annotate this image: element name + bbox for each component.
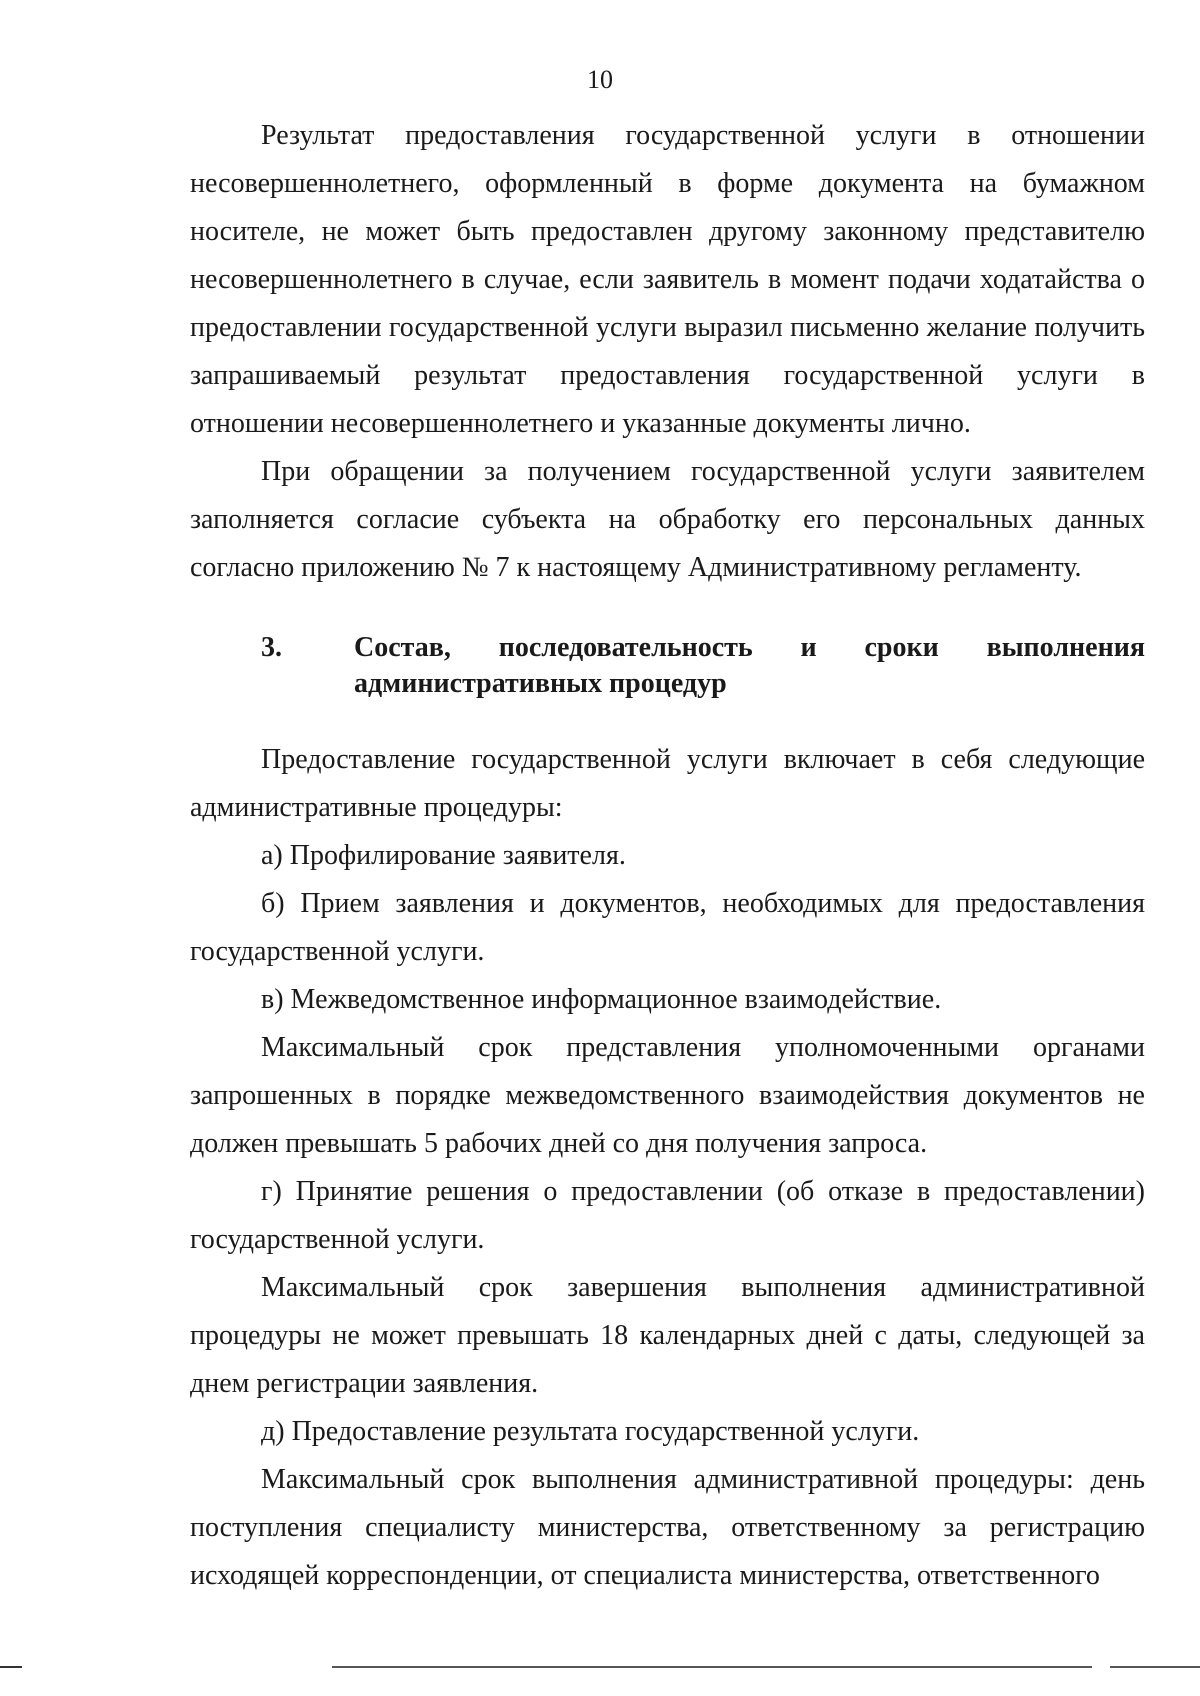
footer-rule	[0, 1666, 1200, 1670]
section-heading	[190, 630, 1145, 702]
list-item-a: а) Профилирование заявителя.	[261, 840, 626, 871]
footer-rule-right	[1110, 1666, 1200, 1668]
list-item-g: г) Принятие решения о предоставлении (об отказе в предоставлении) государственной услуги.	[190, 1176, 1145, 1255]
section-number: 3.	[261, 632, 282, 663]
list-item-d: д) Предоставление результата государственной услуги.	[261, 1416, 920, 1447]
paragraph-procedures-intro: Предоставление государственной услуги включает в себя следующие административные процедуры:	[190, 744, 1145, 823]
section-title: Состав, последовательность и сроки выполнения административных процедур	[354, 632, 1145, 699]
paragraph-interagency-deadline: Максимальный срок представления уполномоченными органами запрошенных в порядке межведомственного взаимодействия документов не должен превышать 5 рабочих дней со дня получения запроса.	[190, 1032, 1145, 1159]
paragraph-decision-deadline: Максимальный срок завершения выполнения административной процедуры не может превышать 18 календарных дней с даты, следующей за днем регистрации заявления.	[190, 1272, 1145, 1399]
page-number: 10	[587, 65, 613, 94]
paragraph-result-deadline: Максимальный срок выполнения административной процедуры: день поступления специалисту министерства, ответственному за регистрацию исходящей корреспонденции, от специалиста министерства, ответственного	[190, 1464, 1145, 1591]
paragraph-result-minor: Результат предоставления государственной услуги в отношении несовершеннолетнего, оформленный в форме документа на бумажном носителе, не может быть предоставлен другому законному представителю несовершеннолетнего в случае, если заявитель в момент подачи ходатайства о предоставлении государственной услуги выразил письменно желание получить запрашиваемый результат предоставления государственной услуги в отношении несовершеннолетнего и указанные документы лично.	[190, 120, 1145, 439]
footer-rule-left	[0, 1666, 22, 1668]
list-item-b: б) Прием заявления и документов, необходимых для предоставления государственной услуги.	[190, 888, 1145, 967]
document-body	[190, 112, 1145, 1600]
footer-rule-main	[332, 1666, 1092, 1668]
list-item-v: в) Межведомственное информационное взаимодействие.	[261, 984, 942, 1015]
paragraph-consent: При обращении за получением государственной услуги заявителем заполняется согласие субъекта на обработку его персональных данных согласно приложению № 7 к настоящему Административному регламенту.	[190, 456, 1145, 583]
